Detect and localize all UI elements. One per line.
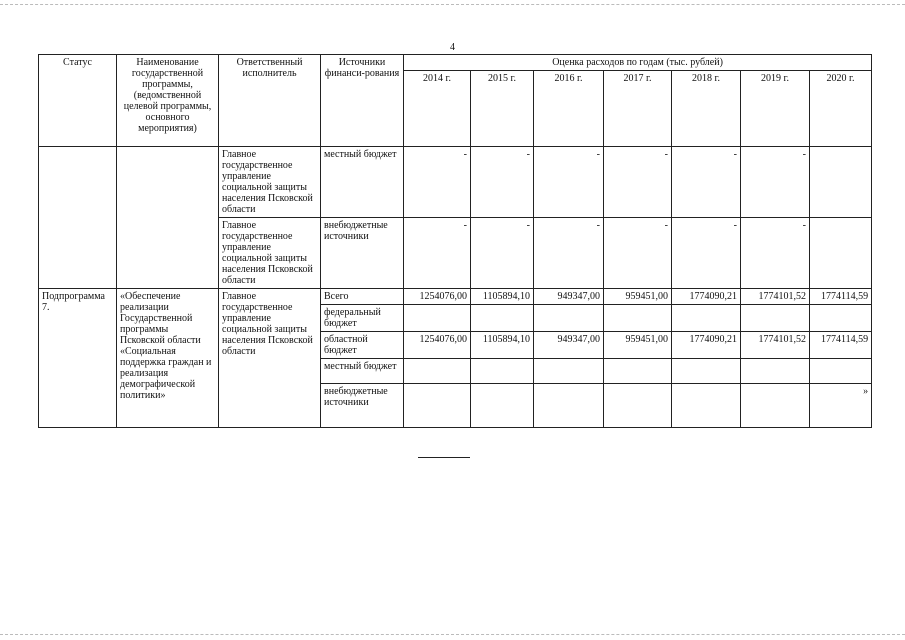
- cell-value: [741, 359, 810, 384]
- cell-value: [741, 305, 810, 332]
- table-row: [39, 147, 872, 218]
- footer-divider: [418, 457, 470, 458]
- year-header: 2017 г.: [604, 71, 672, 147]
- cell-value: -: [534, 147, 604, 218]
- cell-executor: Главное государственное управление социальной защиты населения Псковской области: [219, 147, 321, 218]
- cell-value: [810, 305, 872, 332]
- cell-value: 1774090,21: [672, 289, 741, 305]
- cell-source: областной бюджет: [321, 332, 404, 359]
- header-executor: Ответственный исполнитель: [219, 55, 321, 147]
- cell-value: 959451,00: [604, 289, 672, 305]
- header-status: Статус: [39, 55, 117, 147]
- cell-value: 959451,00: [604, 332, 672, 359]
- scan-edge-bottom: [0, 634, 905, 635]
- year-header: 2018 г.: [672, 71, 741, 147]
- page-number: 4: [450, 42, 455, 53]
- cell-value: -: [741, 147, 810, 218]
- cell-value: -: [471, 147, 534, 218]
- cell-value: -: [404, 147, 471, 218]
- scan-edge-top: [0, 4, 905, 5]
- cell-program-name: «Обеспечение реализации Государственной программы Псковской области «Социальная поддержка граждан и реализация демографической политики»: [117, 289, 219, 428]
- cell-value: [404, 384, 471, 428]
- cell-value: [672, 384, 741, 428]
- cell-value: [404, 305, 471, 332]
- cell-value: 949347,00: [534, 332, 604, 359]
- cell-value: -: [604, 218, 672, 289]
- year-header: 2014 г.: [404, 71, 471, 147]
- cell-value: [471, 359, 534, 384]
- cell-source: Всего: [321, 289, 404, 305]
- cell-value: 1774101,52: [741, 289, 810, 305]
- cell-value: [810, 147, 872, 218]
- cell-status: Подпрограмма 7.: [39, 289, 117, 428]
- cell-value: [534, 359, 604, 384]
- cell-value: 1105894,10: [471, 289, 534, 305]
- header-row-1: [39, 55, 872, 71]
- cell-value: 1774114,59: [810, 289, 872, 305]
- year-header: 2019 г.: [741, 71, 810, 147]
- cell-value: -: [471, 218, 534, 289]
- cell-value: [471, 384, 534, 428]
- cell-value: [471, 305, 534, 332]
- cell-name-empty: [117, 147, 219, 289]
- cell-value: [534, 384, 604, 428]
- year-header: 2015 г.: [471, 71, 534, 147]
- cell-value: [534, 305, 604, 332]
- year-header: 2020 г.: [810, 71, 872, 147]
- cell-value: -: [741, 218, 810, 289]
- cell-source: местный бюджет: [321, 359, 404, 384]
- cell-executor: Главное государственное управление социальной защиты населения Псковской области: [219, 289, 321, 428]
- cell-value: »: [810, 384, 872, 428]
- cell-value: [604, 384, 672, 428]
- cell-value: 1254076,00: [404, 332, 471, 359]
- cell-value: -: [604, 147, 672, 218]
- year-header: 2016 г.: [534, 71, 604, 147]
- cell-value: 1774101,52: [741, 332, 810, 359]
- cell-status-empty: [39, 147, 117, 289]
- cell-source: федеральный бюджет: [321, 305, 404, 332]
- header-sources: Источники финанси-рования: [321, 55, 404, 147]
- cell-value: 1105894,10: [471, 332, 534, 359]
- cell-source: внебюджетные источники: [321, 384, 404, 428]
- cell-value: -: [672, 218, 741, 289]
- cell-value: [810, 218, 872, 289]
- cell-value: [741, 384, 810, 428]
- budget-table: [38, 54, 872, 428]
- cell-value: 949347,00: [534, 289, 604, 305]
- cell-value: [404, 359, 471, 384]
- header-program-name: Наименование государственной программы, (ведомственной целевой программы, основного мероприятия): [117, 55, 219, 147]
- cell-value: 1774090,21: [672, 332, 741, 359]
- cell-value: -: [534, 218, 604, 289]
- table-row: [39, 289, 872, 305]
- cell-source: местный бюджет: [321, 147, 404, 218]
- cell-value: -: [404, 218, 471, 289]
- cell-source: внебюджетные источники: [321, 218, 404, 289]
- cell-executor: Главное государственное управление социальной защиты населения Псковской области: [219, 218, 321, 289]
- cell-value: [672, 359, 741, 384]
- cell-value: [604, 305, 672, 332]
- cell-value: 1774114,59: [810, 332, 872, 359]
- cell-value: 1254076,00: [404, 289, 471, 305]
- cell-value: -: [672, 147, 741, 218]
- cell-value: [810, 359, 872, 384]
- cell-value: [604, 359, 672, 384]
- header-estimate: Оценка расходов по годам (тыс. рублей): [404, 55, 872, 71]
- cell-value: [672, 305, 741, 332]
